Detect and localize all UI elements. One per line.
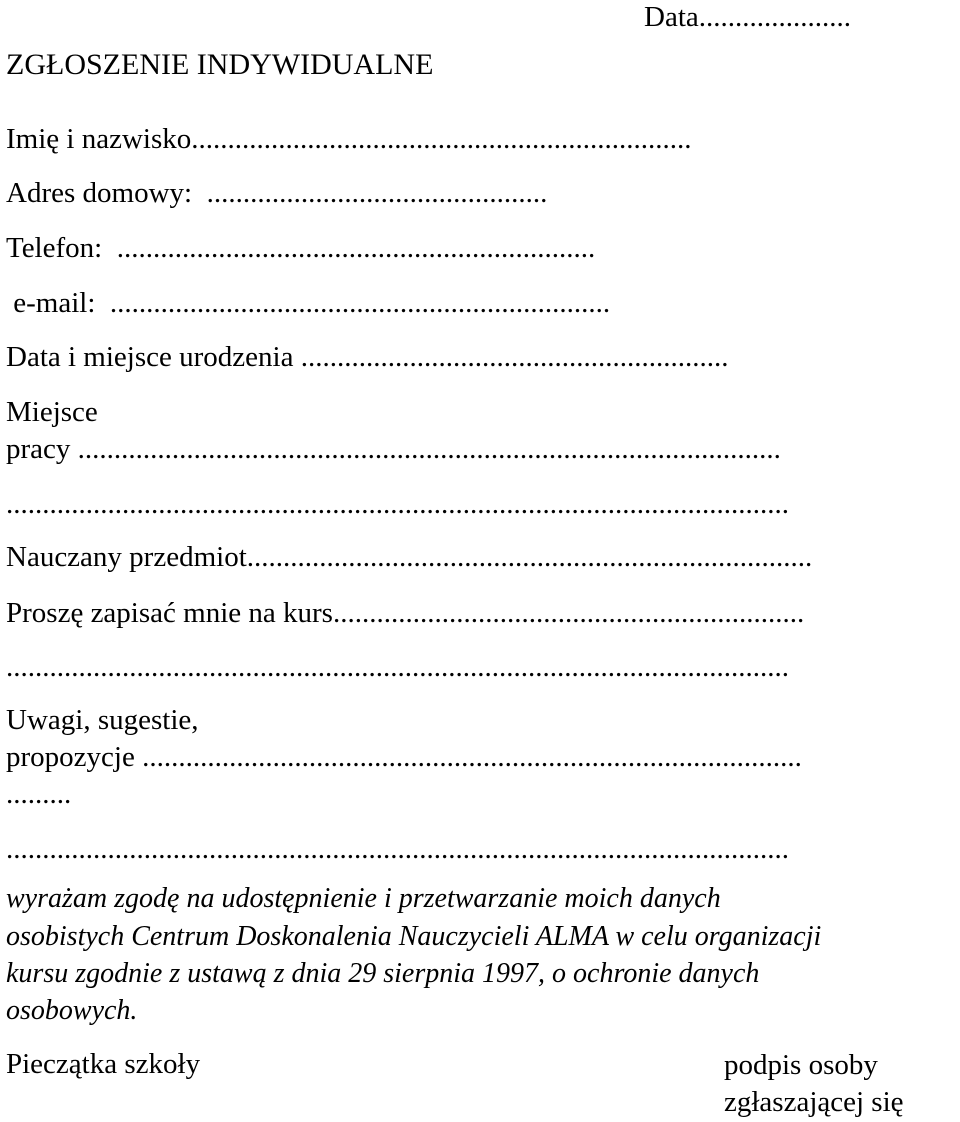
- workplace-field-line: pracy .................................................................................................: [6, 433, 781, 465]
- signature-label-2: zgłaszającej się: [724, 1086, 904, 1118]
- name-field-line: Imię i nazwisko.....................................................................: [6, 123, 692, 155]
- remarks-label: Uwagi, sugestie,: [6, 704, 199, 736]
- form-title: ZGŁOSZENIE INDYWIDUALNE: [6, 48, 434, 81]
- remarks-field-line-2: .........: [6, 778, 72, 810]
- email-field-line: e-mail: .....................................................................: [6, 287, 611, 319]
- date-line: Data.....................: [644, 1, 851, 33]
- subject-field-line: Nauczany przedmiot..............................................................................: [6, 541, 813, 573]
- consent-line: osobistych Centrum Doskonalenia Nauczycieli ALMA w celu organizacji: [6, 921, 822, 952]
- course-field-line: Proszę zapisać mnie na kurs.................................................................: [6, 597, 805, 629]
- workplace-label: Miejsce: [6, 396, 98, 428]
- remarks-field-line: propozycje ...........................................................................................: [6, 741, 802, 773]
- workplace-field-line-2: ............................................................................................................: [6, 488, 789, 520]
- consent-line: kursu zgodnie z ustawą z dnia 29 sierpnia 1997, o ochronie danych: [6, 958, 760, 989]
- signature-label: podpis osoby: [724, 1049, 878, 1081]
- course-field-line-2: ............................................................................................................: [6, 651, 789, 683]
- school-stamp-label: Pieczątka szkoły: [6, 1048, 201, 1080]
- phone-field-line: Telefon: ..................................................................: [6, 232, 596, 264]
- address-field-line: Adres domowy: ...............................................: [6, 177, 548, 209]
- remarks-field-line-3: ............................................................................................................: [6, 833, 789, 865]
- consent-line: osobowych.: [6, 995, 138, 1026]
- birth-field-line: Data i miejsce urodzenia ...........................................................: [6, 341, 729, 373]
- consent-line: wyrażam zgodę na udostępnienie i przetwarzanie moich danych: [6, 883, 721, 914]
